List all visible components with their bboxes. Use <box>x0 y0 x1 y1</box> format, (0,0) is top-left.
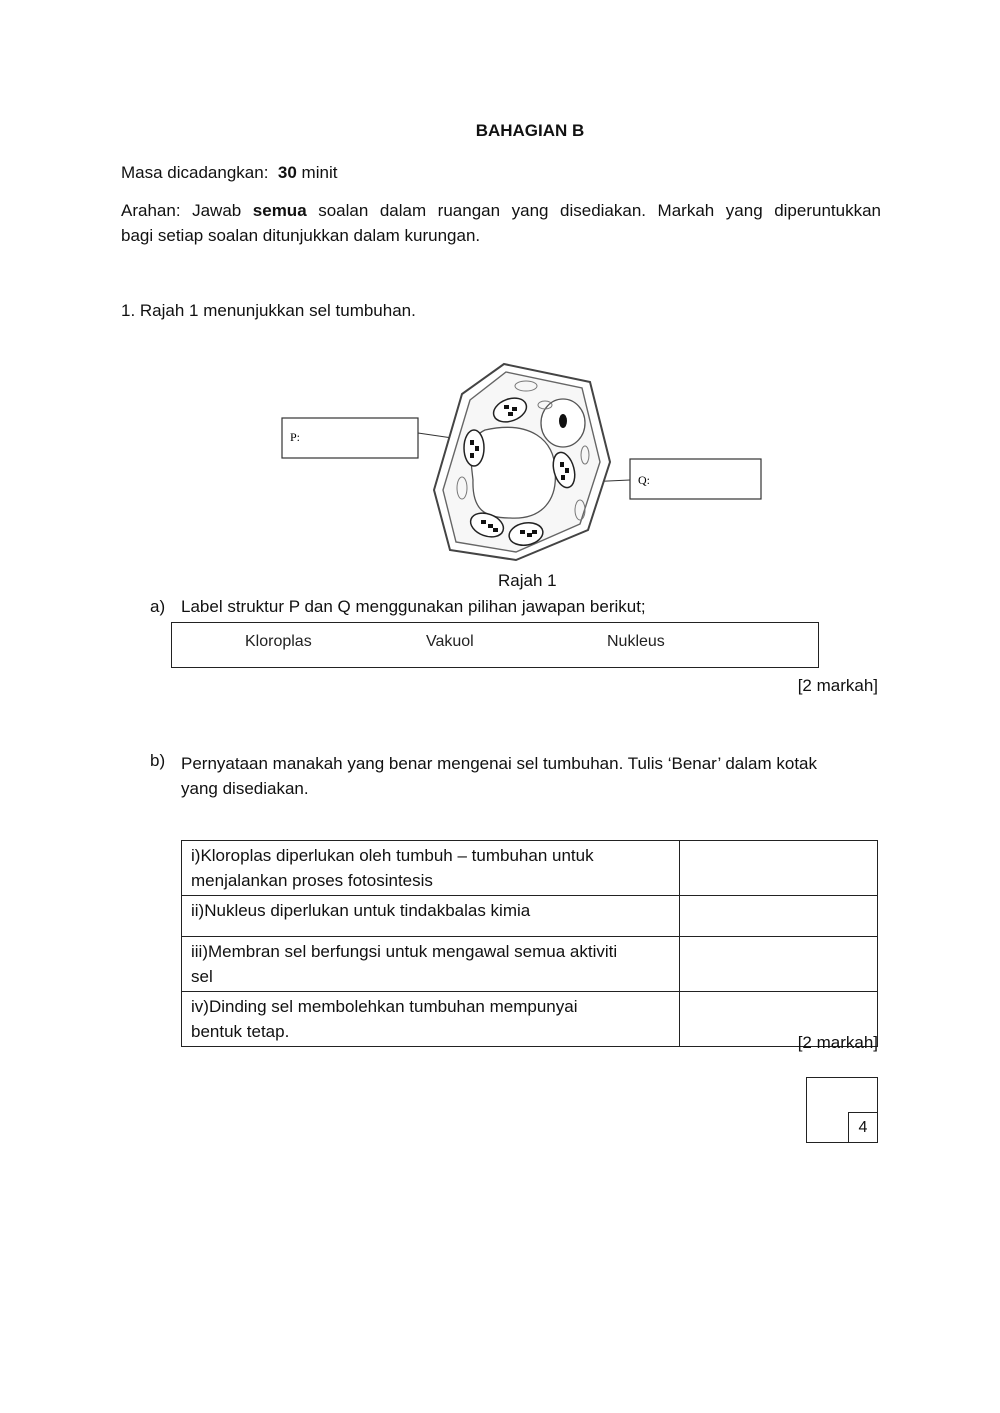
statement-text: sel <box>191 967 213 986</box>
time-value: 30 <box>277 163 297 182</box>
time-line <box>121 160 337 185</box>
label-p: P: <box>290 430 301 444</box>
statement-cell <box>182 937 680 992</box>
diagram-caption: Rajah 1 <box>498 571 557 590</box>
statement-text: i)Kloroplas diperlukan oleh tumbuh – tumbuhan untuk <box>191 846 594 865</box>
part-b-line2: yang disediakan. <box>181 779 309 798</box>
part-a-marks: [2 markah] <box>797 676 878 695</box>
part-a-marker: a) <box>150 597 166 616</box>
instructions-line1: soalan dalam ruangan yang disediakan. Markah yang diperuntukkan <box>318 201 881 220</box>
part-b-marker: b) <box>150 751 166 770</box>
statement-cell <box>182 992 680 1047</box>
plant-cell-diagram <box>280 360 770 570</box>
table-row <box>182 937 878 992</box>
option-kloroplas: Kloroplas <box>245 633 312 650</box>
answer-options-box <box>171 622 819 668</box>
answer-cell[interactable] <box>680 937 878 992</box>
answer-cell[interactable] <box>680 896 878 937</box>
nucleolus <box>559 414 567 428</box>
table-row <box>182 841 878 896</box>
section-title: BAHAGIAN B <box>475 121 585 140</box>
statement-text: menjalankan proses fotosintesis <box>191 871 433 890</box>
part-b-line1: Pernyataan manakah yang benar mengenai sel tumbuhan. Tulis ‘Benar’ dalam kotak <box>181 754 817 773</box>
part-a-text: Label struktur P dan Q menggunakan pilihan jawapan berikut; <box>181 597 646 616</box>
label-box-p[interactable] <box>282 418 418 458</box>
time-label: Masa dicadangkan: <box>121 163 269 182</box>
time-unit: minit <box>301 163 338 182</box>
statement-text: bentuk tetap. <box>191 1022 290 1041</box>
statement-text: iii)Membran sel berfungsi untuk mengawal semua aktiviti <box>191 942 618 961</box>
table-row <box>182 992 878 1047</box>
option-vakuol: Vakuol <box>426 633 474 650</box>
answer-cell[interactable] <box>680 841 878 896</box>
table-row <box>182 896 878 937</box>
part-b-marks: [2 markah] <box>797 1033 878 1052</box>
label-q: Q: <box>638 473 650 487</box>
question1-text: 1. Rajah 1 menunjukkan sel tumbuhan. <box>121 301 416 320</box>
statement-text: ii)Nukleus diperlukan untuk tindakbalas kimia <box>191 901 531 920</box>
instructions-prefix: Arahan: Jawab <box>121 201 242 220</box>
instructions <box>121 198 881 248</box>
instructions-bold: semua <box>252 201 307 220</box>
statement-cell <box>182 841 680 896</box>
statement-text: iv)Dinding sel membolehkan tumbuhan mempunyai <box>191 997 578 1016</box>
statement-cell <box>182 896 680 937</box>
option-nukleus: Nukleus <box>607 633 665 650</box>
instructions-line2: bagi setiap soalan ditunjukkan dalam kurungan. <box>121 226 481 245</box>
score-box <box>806 1077 878 1143</box>
part-b-text <box>181 751 817 801</box>
score-value: 4 <box>848 1112 878 1143</box>
statements-table <box>181 840 878 1047</box>
